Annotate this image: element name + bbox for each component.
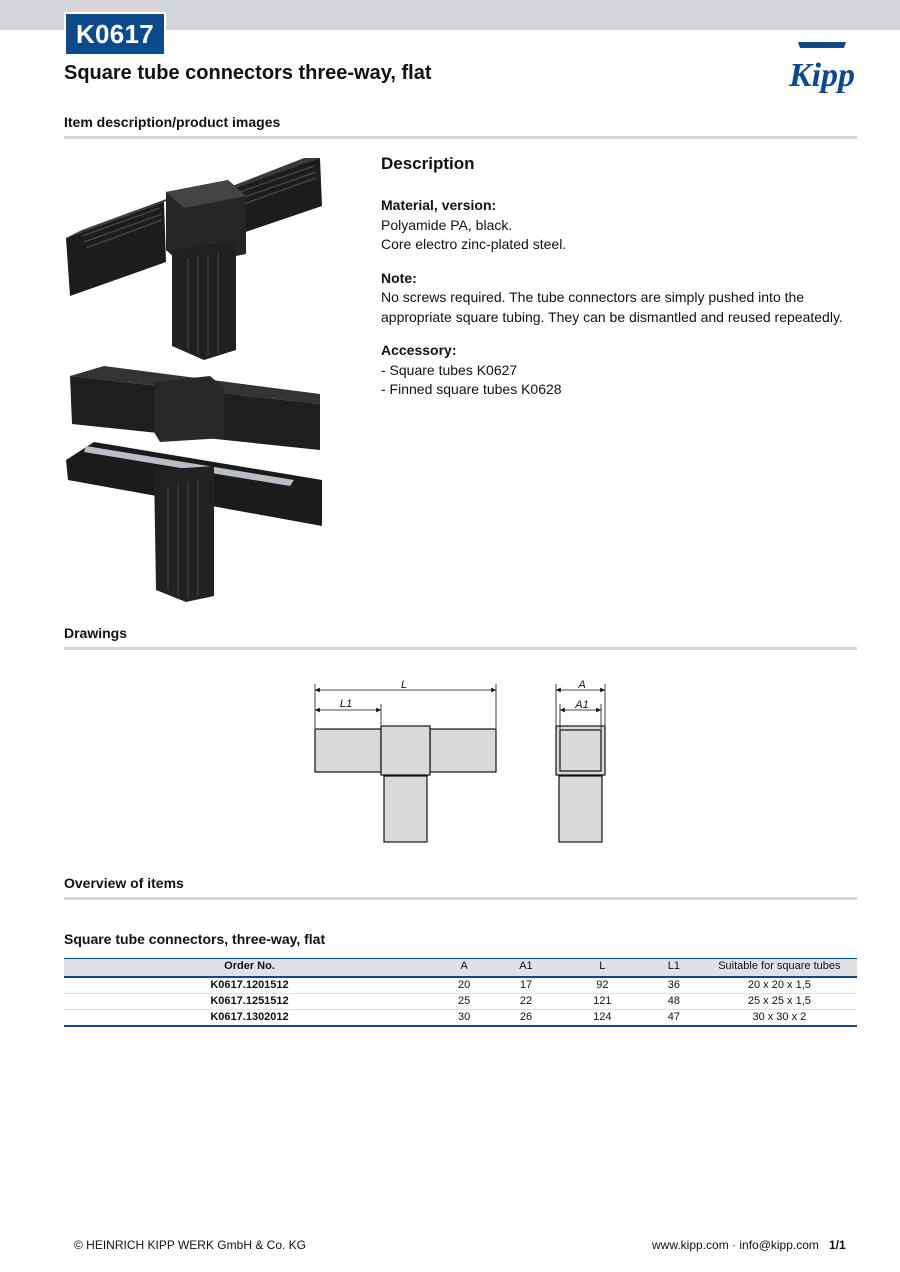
col-l1: L1 [667, 960, 680, 972]
kipp-logo-text: Kipp [788, 57, 856, 94]
cell-l1: 47 [646, 1010, 702, 1027]
cell-a1: 26 [493, 1010, 558, 1027]
note-text: No screws required. The tube connectors are simply pushed into the appropriate square tubing. They can be dismantled and reused repeatedly. [381, 289, 843, 325]
col-l: L [599, 960, 606, 972]
cell-a1: 17 [493, 977, 558, 994]
footer-copyright: © HEINRICH KIPP WERK GmbH & Co. KG [74, 1238, 306, 1252]
section-item-description: Item description/product images [64, 114, 857, 139]
article-badge: K0617 [64, 12, 166, 56]
col-a: A [460, 960, 468, 972]
technical-drawing [300, 672, 630, 852]
cell-a: 30 [435, 1010, 493, 1027]
cell-a1: 22 [493, 994, 558, 1010]
dim-label-l1: L1 [339, 698, 353, 710]
cell-l1: 48 [646, 994, 702, 1010]
cell-a: 25 [435, 994, 493, 1010]
table-row [64, 977, 857, 994]
cell-a: 20 [435, 977, 493, 994]
description-heading: Description [381, 154, 475, 173]
dim-label-a: A [578, 679, 586, 691]
cell-order-no: K0617.1201512 [64, 977, 435, 994]
material-label: Material, version: [381, 197, 497, 213]
dim-label-l: L [400, 679, 408, 691]
col-a1: A1 [519, 960, 533, 972]
col-order-no: Order No. [224, 960, 275, 972]
product-photo-exploded [66, 366, 322, 602]
table-row [64, 994, 857, 1010]
accessory-line: - Square tubes K0627 [381, 361, 518, 378]
col-suitable: Suitable for square tubes [718, 960, 841, 972]
cell-order-no: K0617.1302012 [64, 1010, 435, 1027]
dim-label-a1: A1 [575, 699, 589, 711]
kipp-logo [784, 38, 860, 94]
accessory-label: Accessory: [381, 342, 457, 358]
cell-suitable: 20 x 20 x 1,5 [702, 977, 857, 994]
note-label: Note: [381, 269, 417, 286]
cell-order-no: K0617.1251512 [64, 994, 435, 1010]
table-title: Square tube connectors, three-way, flat [64, 931, 326, 947]
section-overview: Overview of items [64, 875, 857, 900]
section-drawings: Drawings [64, 625, 857, 650]
table-header-row [64, 959, 857, 978]
cell-l: 92 [559, 977, 646, 994]
material-line: Core electro zinc-plated steel. [381, 236, 567, 252]
page-title: Square tube connectors three-way, flat [64, 62, 432, 84]
description-block [381, 154, 851, 414]
material-line: Polyamide PA, black. [381, 216, 513, 233]
accessory-line: - Finned square tubes K0628 [381, 381, 562, 397]
items-table [64, 958, 857, 1027]
page-number: 1/1 [829, 1238, 846, 1252]
cell-l: 121 [559, 994, 646, 1010]
side-view [556, 726, 605, 842]
cell-l: 124 [559, 1010, 646, 1027]
cell-suitable: 30 x 30 x 2 [702, 1010, 857, 1027]
product-image [64, 150, 324, 605]
product-photo-assembled [66, 158, 322, 360]
front-view [315, 726, 496, 842]
cell-suitable: 25 x 25 x 1,5 [702, 994, 857, 1010]
table-row [64, 1010, 857, 1027]
cell-l1: 36 [646, 977, 702, 994]
footer-contact: www.kipp.com · info@kipp.com [652, 1238, 819, 1252]
